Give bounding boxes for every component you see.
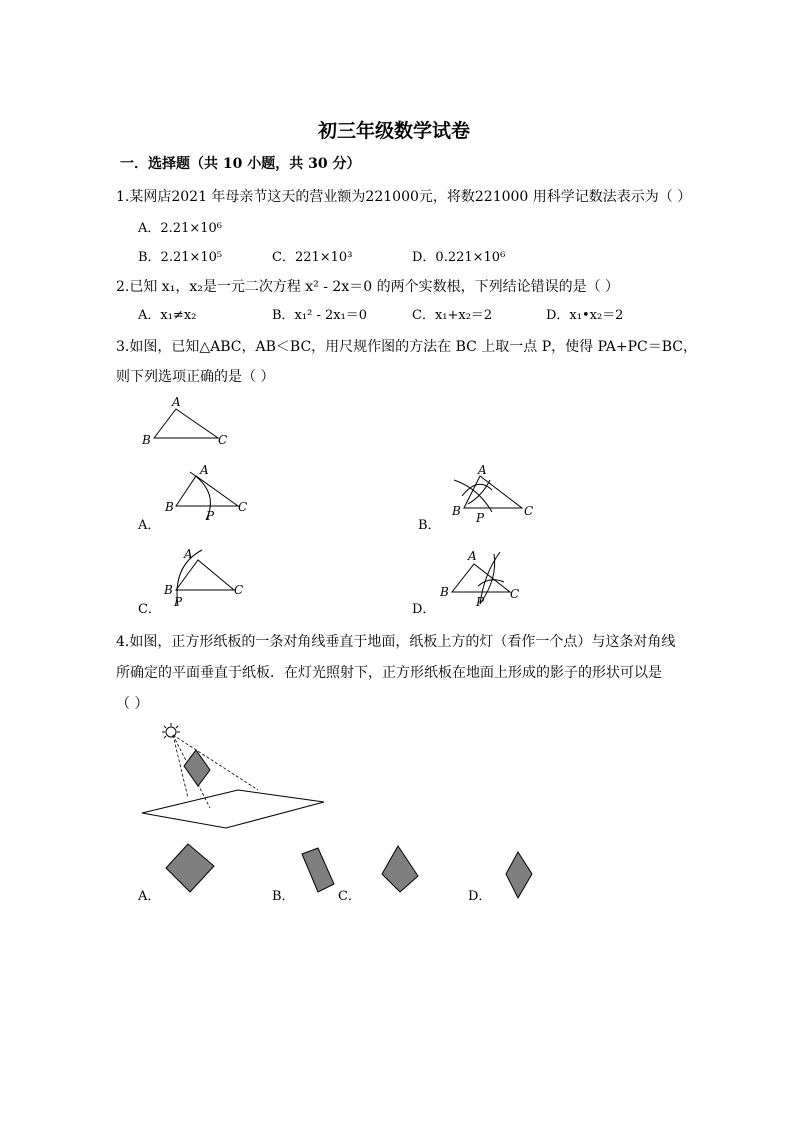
vertex-label-b: B [452,504,461,518]
question-4-option-d[interactable]: D． [468,889,492,904]
vertex-label-a: A [200,463,209,477]
point-label-p: P [476,511,485,525]
question-1-option-a[interactable]: A．2.21×10⁶ [138,221,222,236]
vertex-label-a: A [184,547,193,561]
question-3-option-c-figure[interactable] [162,546,262,608]
question-4-stem-line2: 所确定的平面垂直于纸板．在灯光照射下，正方形纸板在地面上形成的影子的形状可以是 [116,665,662,681]
ground-plane [142,790,324,828]
question-3-option-b-figure[interactable] [448,462,548,524]
question-3-stem-line1: 3.如图，已知△ABC，AB＜BC，用尺规作图的方法在 BC 上取一点 P，使得 PA+PC＝BC， [116,339,697,355]
question-1-stem: 1.某网店2021 年母亲节这天的营业额为221000元，将数221000 用科学记数法表示为（ ） [116,189,692,205]
vertex-label-b: B [142,433,151,447]
vertex-label-c: C [238,500,248,514]
question-2-option-d[interactable]: D．x₁•x₂＝2 [546,308,624,323]
point-label-p: P [174,595,183,609]
question-3-option-d-figure[interactable] [438,546,538,608]
question-4-option-a[interactable]: A． [138,889,161,904]
vertex-label-a: A [468,549,477,563]
vertex-label-b: B [165,500,174,514]
lamp-icon [162,723,180,738]
question-4-figure [140,720,340,835]
question-4-option-c[interactable]: C． [338,889,361,904]
question-4-option-a-shape[interactable] [164,842,218,896]
question-4-stem-line1: 4.如图，正方形纸板的一条对角线垂直于地面，纸板上方的灯（看作一个点）与这条对角线 [116,634,676,650]
vertex-label-b: B [164,583,173,597]
question-3-stem-line2: 则下列选项正确的是（ ） [116,369,275,385]
question-3-option-d[interactable]: D． [412,602,436,617]
question-2-option-a[interactable]: A．x₁≠x₂ [138,308,197,323]
question-3-option-a[interactable]: A． [138,518,161,533]
vertex-label-a: A [478,463,487,477]
question-1-option-c[interactable]: C．221×10³ [272,250,353,265]
question-4-option-c-shape[interactable] [380,844,420,896]
page-title: 初三年级数学试卷 [318,120,471,142]
question-3-figure [140,394,240,450]
question-1-option-b[interactable]: B．2.21×10⁵ [138,250,223,265]
question-2-option-c[interactable]: C．x₁+x₂＝2 [412,308,493,323]
question-3-option-c[interactable]: C． [138,602,161,617]
vertex-label-a: A [172,395,181,409]
question-4-option-b-shape[interactable] [300,846,338,896]
question-3-option-b[interactable]: B． [418,518,441,533]
vertex-label-c: C [218,433,228,447]
point-label-p: P [206,509,215,523]
question-2-option-b[interactable]: B．x₁² - 2x₁＝0 [272,308,368,323]
question-4-stem-line3: （ ） [116,696,149,712]
question-4-option-d-shape[interactable] [504,850,536,900]
vertex-label-c: C [510,587,520,601]
question-4-option-b[interactable]: B． [272,889,295,904]
point-label-p: P [476,595,485,609]
vertex-label-c: C [524,504,534,518]
vertex-label-b: B [440,585,449,599]
question-3-option-a-figure[interactable] [160,462,260,524]
vertex-label-c: C [234,583,244,597]
square-board [184,750,210,786]
question-1-option-d[interactable]: D．0.221×10⁶ [412,250,506,265]
section-heading: 一．选择题（共 10 小题，共 30 分） [120,156,361,172]
question-2-stem: 2.已知 x₁，x₂是一元二次方程 x² - 2x＝0 的两个实数根，下列结论错误的是（ ） [116,279,620,295]
